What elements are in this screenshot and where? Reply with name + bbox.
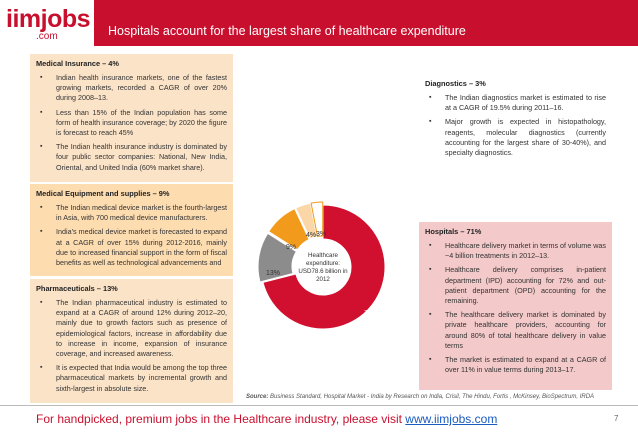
medical-equipment-heading: Medical Equipment and supplies – 9% [36, 189, 170, 198]
bullet: ▪ Healthcare delivery market in terms of volume was ~4 billion treatments in 2012–13. [421, 241, 606, 261]
bullet: ▪ The Indian diagnostics market is estimated to rise at a CAGR of 19.5% during 2011–16. [421, 93, 606, 113]
medical-insurance-heading: Medical Insurance – 4% [36, 59, 119, 68]
logo-domain: .com [36, 31, 58, 42]
footer [36, 412, 497, 426]
center-label: 2012 [316, 276, 330, 283]
source-label: Source: [246, 394, 269, 400]
bullet: ▪ The Indian pharmaceutical industry is estimated to expand at a CAGR of around 12% during 2012–20, mainly due to growth factors such as presence of epidemiological factors, increase in affordability due to increase in income, expansion of insurance coverage, and increased awareness. [32, 298, 227, 359]
slice-label: 13% [265, 270, 281, 277]
expenditure-donut-chart [253, 215, 393, 320]
hospitals-box [419, 222, 612, 390]
slide-title: Hospitals account for the largest share of healthcare expenditure [108, 24, 466, 38]
slice-label: 71% [363, 310, 379, 317]
bullet: ▪ Healthcare delivery comprises in-patient department (IPD) accounting for 72% and out-patient department (OPD) accounting for the remaining. [421, 265, 606, 306]
footer-divider [0, 405, 638, 406]
source-note [246, 394, 636, 400]
footer-text: For handpicked, premium jobs in the Healthcare industry, please visit [36, 412, 406, 426]
footer-link[interactable]: www.iimjobs.com [405, 412, 498, 426]
center-label: USD78.6 billion in [298, 268, 348, 275]
logo[interactable] [6, 6, 90, 44]
bullet: ▪ The Indian medical device market is the fourth-largest in Asia, with 700 medical device manufacturers. [32, 203, 227, 223]
bullet: ▪ Indian health insurance markets, one of the fastest growing markets, recorded a CAGR of over 20% during 2008–13. [32, 73, 227, 104]
bullet: ▪ It is expected that India would be among the top three pharmaceutical markets by incremental growth and sixth-largest in absolute size. [32, 363, 227, 394]
bullet: ▪ The Indian health insurance industry is dominated by four public sector companies: National, New India, Oriental, and United India (60% market share). [32, 142, 227, 173]
medical-equipment-box [30, 184, 233, 276]
source-text: Business Standard, Hospital Market - India by Research on India, Crisil, The Hindu, Fortis , McKinsey, BioSpectrum, IRDA [270, 394, 595, 400]
diagnostics-box [419, 74, 612, 184]
pharmaceuticals-box [30, 279, 233, 403]
bullet: ▪ The market is estimated to expand at a CAGR of over 11% in value terms during 2013–17. [421, 355, 606, 375]
bullet: ▪ Less than 15% of the Indian population has some form of health insurance coverage; by 2020 the figure is forecast to reach 45% [32, 108, 227, 139]
hospitals-heading: Hospitals – 71% [425, 227, 482, 236]
donut-svg [253, 215, 393, 320]
title-bar [94, 0, 638, 46]
bullet: ▪ The healthcare delivery market is dominated by private healthcare providers, accounting for around 80% of total healthcare delivery in value terms [421, 310, 606, 351]
diagnostics-heading: Diagnostics – 3% [425, 79, 486, 88]
slice-label: 9% [285, 244, 297, 251]
page-number: 7 [614, 414, 619, 423]
medical-insurance-box [30, 54, 233, 182]
center-label: expenditure: [305, 260, 341, 267]
bullet: ▪ India's medical device market is forecasted to expand at a CAGR of over 15% during 2012-2016, mainly due to increased financial support in the form of fiscal benefits as well as technological advancements and [32, 227, 227, 268]
pharmaceuticals-heading: Pharmaceuticals – 13% [36, 284, 118, 293]
bullet: ▪ Major growth is expected in histopathology, reagents, molecular diagnostics (currently accounting for the largest share of 30-40%), and specialty diagnostics. [421, 117, 606, 158]
center-label: Healthcare [308, 252, 338, 259]
slice-label: 3% [315, 231, 327, 238]
logo-text: iimjobs [6, 5, 91, 33]
slice-label: 4% [305, 232, 317, 239]
